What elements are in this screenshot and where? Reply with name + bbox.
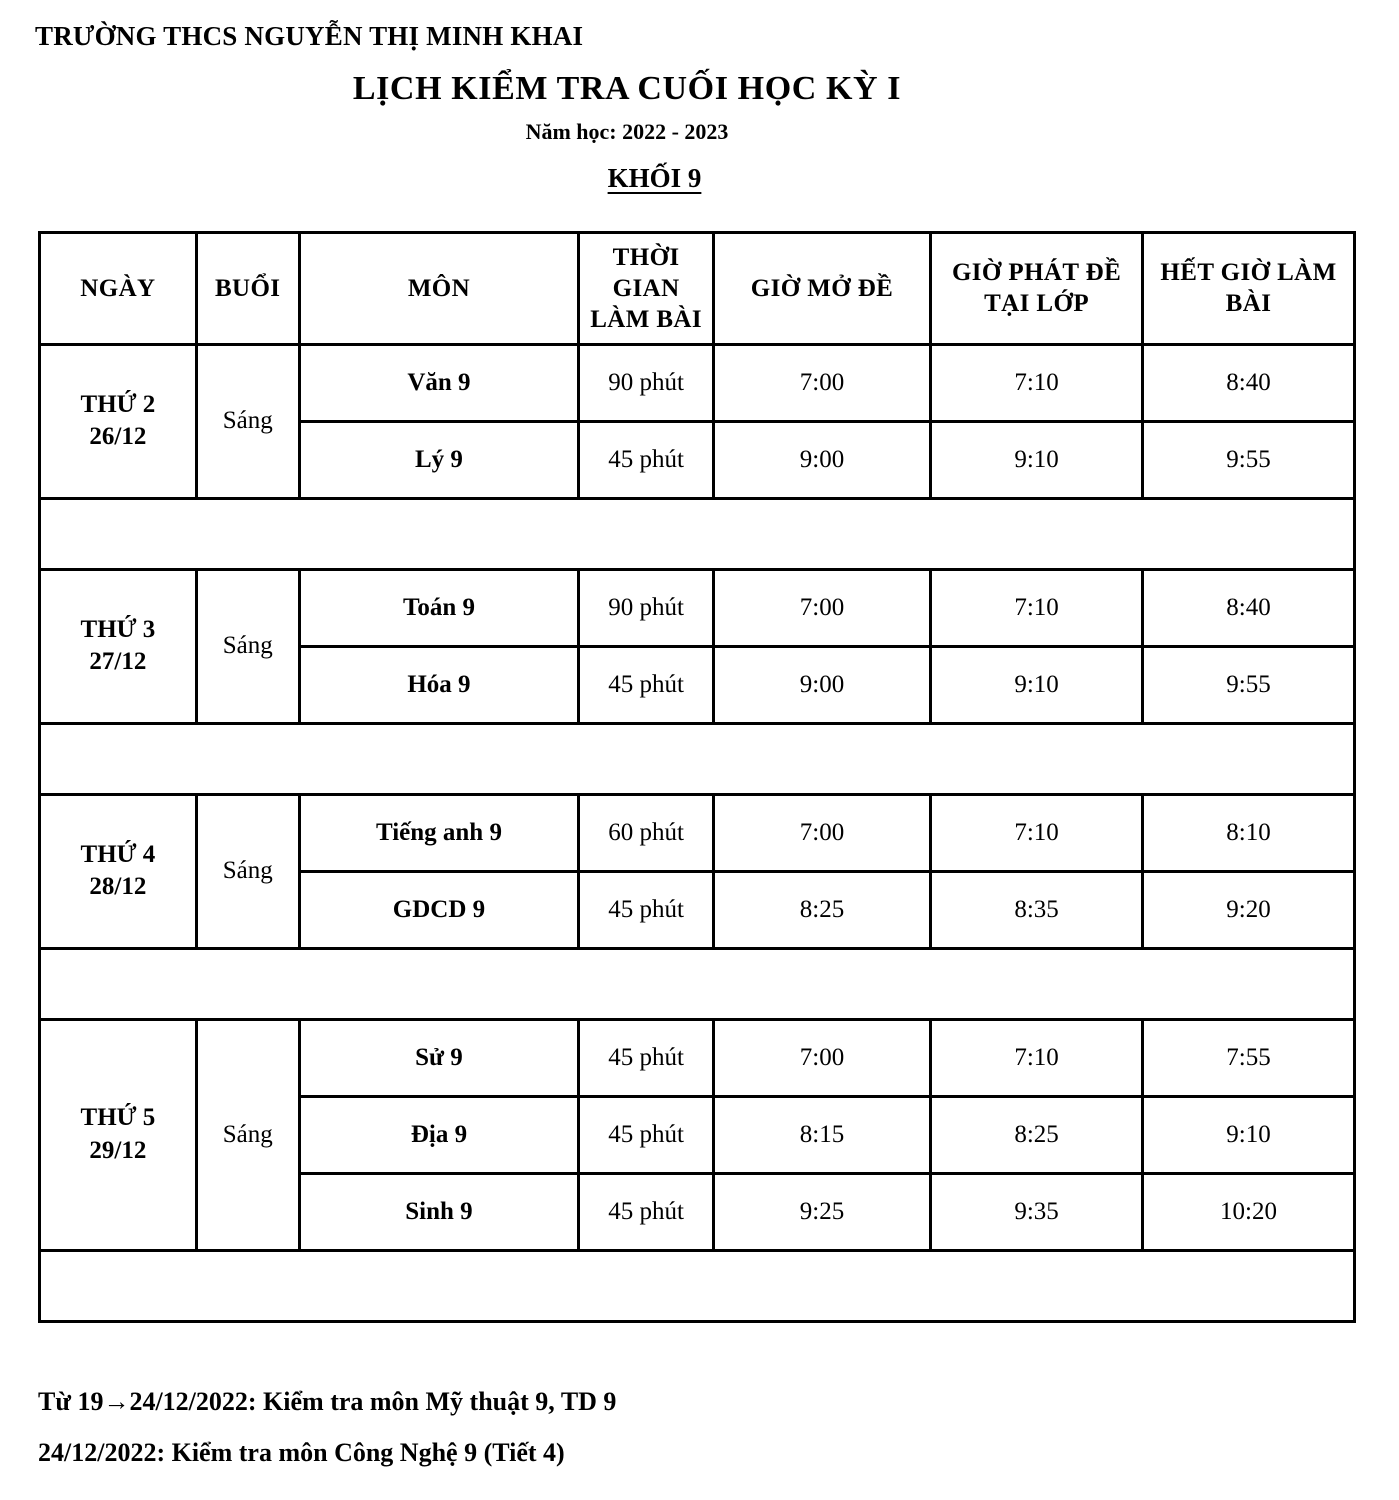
footer-notes [38,1388,1338,1489]
subject-cell: Toán 9 [299,569,579,646]
handout-time-cell: 7:10 [931,794,1143,871]
handout-time-cell: 8:25 [931,1096,1143,1173]
session-cell: Sáng [196,1019,299,1250]
school-name: TRƯỜNG THCS NGUYỄN THỊ MINH KHAI [35,21,584,51]
spacer-row [40,498,1355,569]
duration-cell: 45 phút [579,646,714,723]
open-time-cell: 9:00 [713,646,930,723]
handout-time-cell: 7:10 [931,344,1143,421]
day-weekday: THỨ 3 [80,615,156,643]
note-line: Từ 19→24/12/2022: Kiểm tra môn Mỹ thuật 9, TD 9 [38,1387,617,1416]
column-header-buoi: BUỔI [196,232,299,344]
session-cell: Sáng [196,794,299,948]
handout-time-cell: 9:10 [931,421,1143,498]
subject-cell: Sinh 9 [299,1173,579,1250]
handout-time-cell: 9:10 [931,646,1143,723]
open-time-cell: 7:00 [713,794,930,871]
day-weekday: THỨ 5 [80,1104,156,1132]
duration-cell: 60 phút [579,794,714,871]
spacer-row [40,948,1355,1019]
day-cell [40,569,197,723]
end-time-cell: 8:10 [1143,794,1355,871]
day-weekday: THỨ 4 [80,840,156,868]
day-date: 28/12 [89,873,147,901]
open-time-cell: 8:25 [713,871,930,948]
duration-cell: 45 phút [579,1173,714,1250]
document-header [0,0,1399,194]
subject-cell: Sử 9 [299,1019,579,1096]
school-year-subtitle: Năm học: 2022 - 2023 [525,119,729,145]
schedule-table-container [0,231,1399,1323]
open-time-cell: 8:15 [713,1096,930,1173]
spacer-cell [40,723,1355,794]
table-header-row [40,232,1355,344]
open-time-cell: 7:00 [713,1019,930,1096]
spacer-cell [40,498,1355,569]
day-date: 27/12 [89,648,147,676]
session-cell: Sáng [196,569,299,723]
subject-cell: Văn 9 [299,344,579,421]
table-row [40,344,1355,421]
grade-label [0,164,1399,194]
day-cell [40,1019,197,1250]
page-title: LỊCH KIỂM TRA CUỐI HỌC KỲ I [352,69,902,107]
spacer-cell [40,948,1355,1019]
column-header-tg: THỜI GIAN LÀM BÀI [579,232,714,344]
spacer-row [40,1250,1355,1321]
duration-cell: 45 phút [579,1019,714,1096]
end-time-cell: 9:55 [1143,421,1355,498]
duration-cell: 45 phút [579,421,714,498]
spacer-cell [40,1250,1355,1321]
table-row [40,569,1355,646]
day-weekday: THỨ 2 [80,390,156,418]
open-time-cell: 7:00 [713,569,930,646]
duration-cell: 90 phút [579,569,714,646]
handout-time-cell: 7:10 [931,569,1143,646]
end-time-cell: 8:40 [1143,569,1355,646]
duration-cell: 45 phút [579,1096,714,1173]
column-header-phat: GIỜ PHÁT ĐỀ TẠI LỚP [931,232,1143,344]
open-time-cell: 9:00 [713,421,930,498]
day-cell [40,344,197,498]
column-header-ngay: NGÀY [40,232,197,344]
exam-schedule-table [38,231,1356,1323]
column-header-mon: MÔN [299,232,579,344]
session-cell: Sáng [196,344,299,498]
duration-cell: 90 phút [579,344,714,421]
handout-time-cell: 7:10 [931,1019,1143,1096]
subject-cell: Địa 9 [299,1096,579,1173]
day-date: 29/12 [89,1136,147,1164]
end-time-cell: 9:20 [1143,871,1355,948]
end-time-cell: 9:10 [1143,1096,1355,1173]
subject-cell: Tiếng anh 9 [299,794,579,871]
subject-cell: Lý 9 [299,421,579,498]
day-date: 26/12 [89,423,147,451]
spacer-row [40,723,1355,794]
handout-time-cell: 9:35 [931,1173,1143,1250]
column-header-mode: GIỜ MỞ ĐỀ [713,232,930,344]
column-header-het: HẾT GIỜ LÀM BÀI [1143,232,1355,344]
end-time-cell: 9:55 [1143,646,1355,723]
day-cell [40,794,197,948]
duration-cell: 45 phút [579,871,714,948]
table-row [40,794,1355,871]
end-time-cell: 8:40 [1143,344,1355,421]
grade-label-text: KHỐI 9 [607,163,702,194]
end-time-cell: 10:20 [1143,1173,1355,1250]
subject-cell: GDCD 9 [299,871,579,948]
open-time-cell: 7:00 [713,344,930,421]
note-line: 24/12/2022: Kiểm tra môn Công Nghệ 9 (Tiết 4) [38,1437,565,1467]
table-row [40,1019,1355,1096]
handout-time-cell: 8:35 [931,871,1143,948]
open-time-cell: 9:25 [713,1173,930,1250]
end-time-cell: 7:55 [1143,1019,1355,1096]
subject-cell: Hóa 9 [299,646,579,723]
